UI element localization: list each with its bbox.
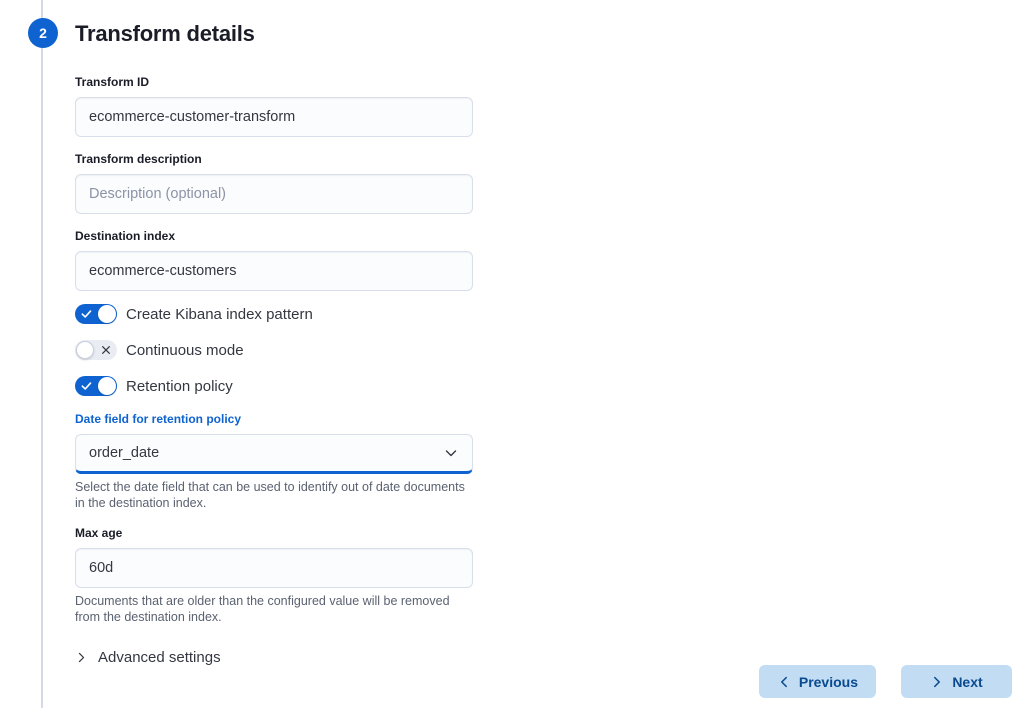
destination-index-label: Destination index [75, 229, 176, 243]
max-age-input[interactable] [75, 548, 473, 588]
transform-id-label: Transform ID [75, 75, 150, 89]
check-icon [81, 381, 92, 392]
transform-description-input[interactable] [75, 174, 473, 214]
switch-retention-policy[interactable] [75, 376, 117, 396]
destination-index-input[interactable] [75, 251, 473, 291]
transform-description-field-group [75, 151, 473, 214]
wizard-footer [759, 665, 1012, 698]
switch-create-kibana-index-pattern[interactable] [75, 304, 117, 324]
transform-id-field-group [75, 74, 473, 137]
next-button[interactable] [901, 665, 1012, 698]
page-title: Transform details [75, 21, 255, 46]
date-field-select[interactable] [75, 434, 473, 474]
previous-button-label: Previous [798, 673, 858, 690]
cross-icon [101, 345, 111, 355]
toggle-create-kibana-index-pattern[interactable] [75, 303, 473, 325]
step-number: 2 [39, 25, 47, 41]
date-field-selected-value: order_date [89, 445, 160, 461]
toggle-group [75, 303, 473, 397]
advanced-settings-accordion[interactable] [75, 649, 221, 666]
max-age-label: Max age [75, 526, 123, 540]
chevron-right-icon [930, 675, 944, 689]
switch-knob [76, 341, 94, 359]
toggle-retention-policy[interactable] [75, 375, 473, 397]
max-age-field-group [75, 525, 473, 625]
date-field-label: Date field for retention policy [75, 412, 242, 426]
switch-knob [98, 305, 116, 323]
date-field-group [75, 411, 473, 511]
toggle-label: Continuous mode [126, 341, 244, 359]
chevron-left-icon [777, 675, 791, 689]
switch-knob [98, 377, 116, 395]
transform-id-input[interactable] [75, 97, 473, 137]
transform-details-form [75, 20, 473, 666]
step-connector-line [41, 0, 43, 708]
toggle-continuous-mode[interactable] [75, 339, 473, 361]
advanced-settings-label: Advanced settings [98, 649, 221, 666]
date-field-help-text: Select the date field that can be used to identify out of date documents in the destination index. [75, 480, 465, 510]
destination-index-field-group [75, 228, 473, 291]
transform-description-label: Transform description [75, 152, 202, 166]
step-number-badge [28, 18, 58, 48]
previous-button[interactable] [759, 665, 876, 698]
chevron-down-icon [443, 445, 459, 461]
toggle-label: Retention policy [126, 377, 233, 395]
check-icon [81, 309, 92, 320]
switch-continuous-mode[interactable] [75, 340, 117, 360]
max-age-help-text: Documents that are older than the configured value will be removed from the destination index. [75, 594, 450, 624]
next-button-label: Next [952, 673, 983, 690]
chevron-right-icon [75, 651, 88, 664]
toggle-label: Create Kibana index pattern [126, 305, 313, 323]
